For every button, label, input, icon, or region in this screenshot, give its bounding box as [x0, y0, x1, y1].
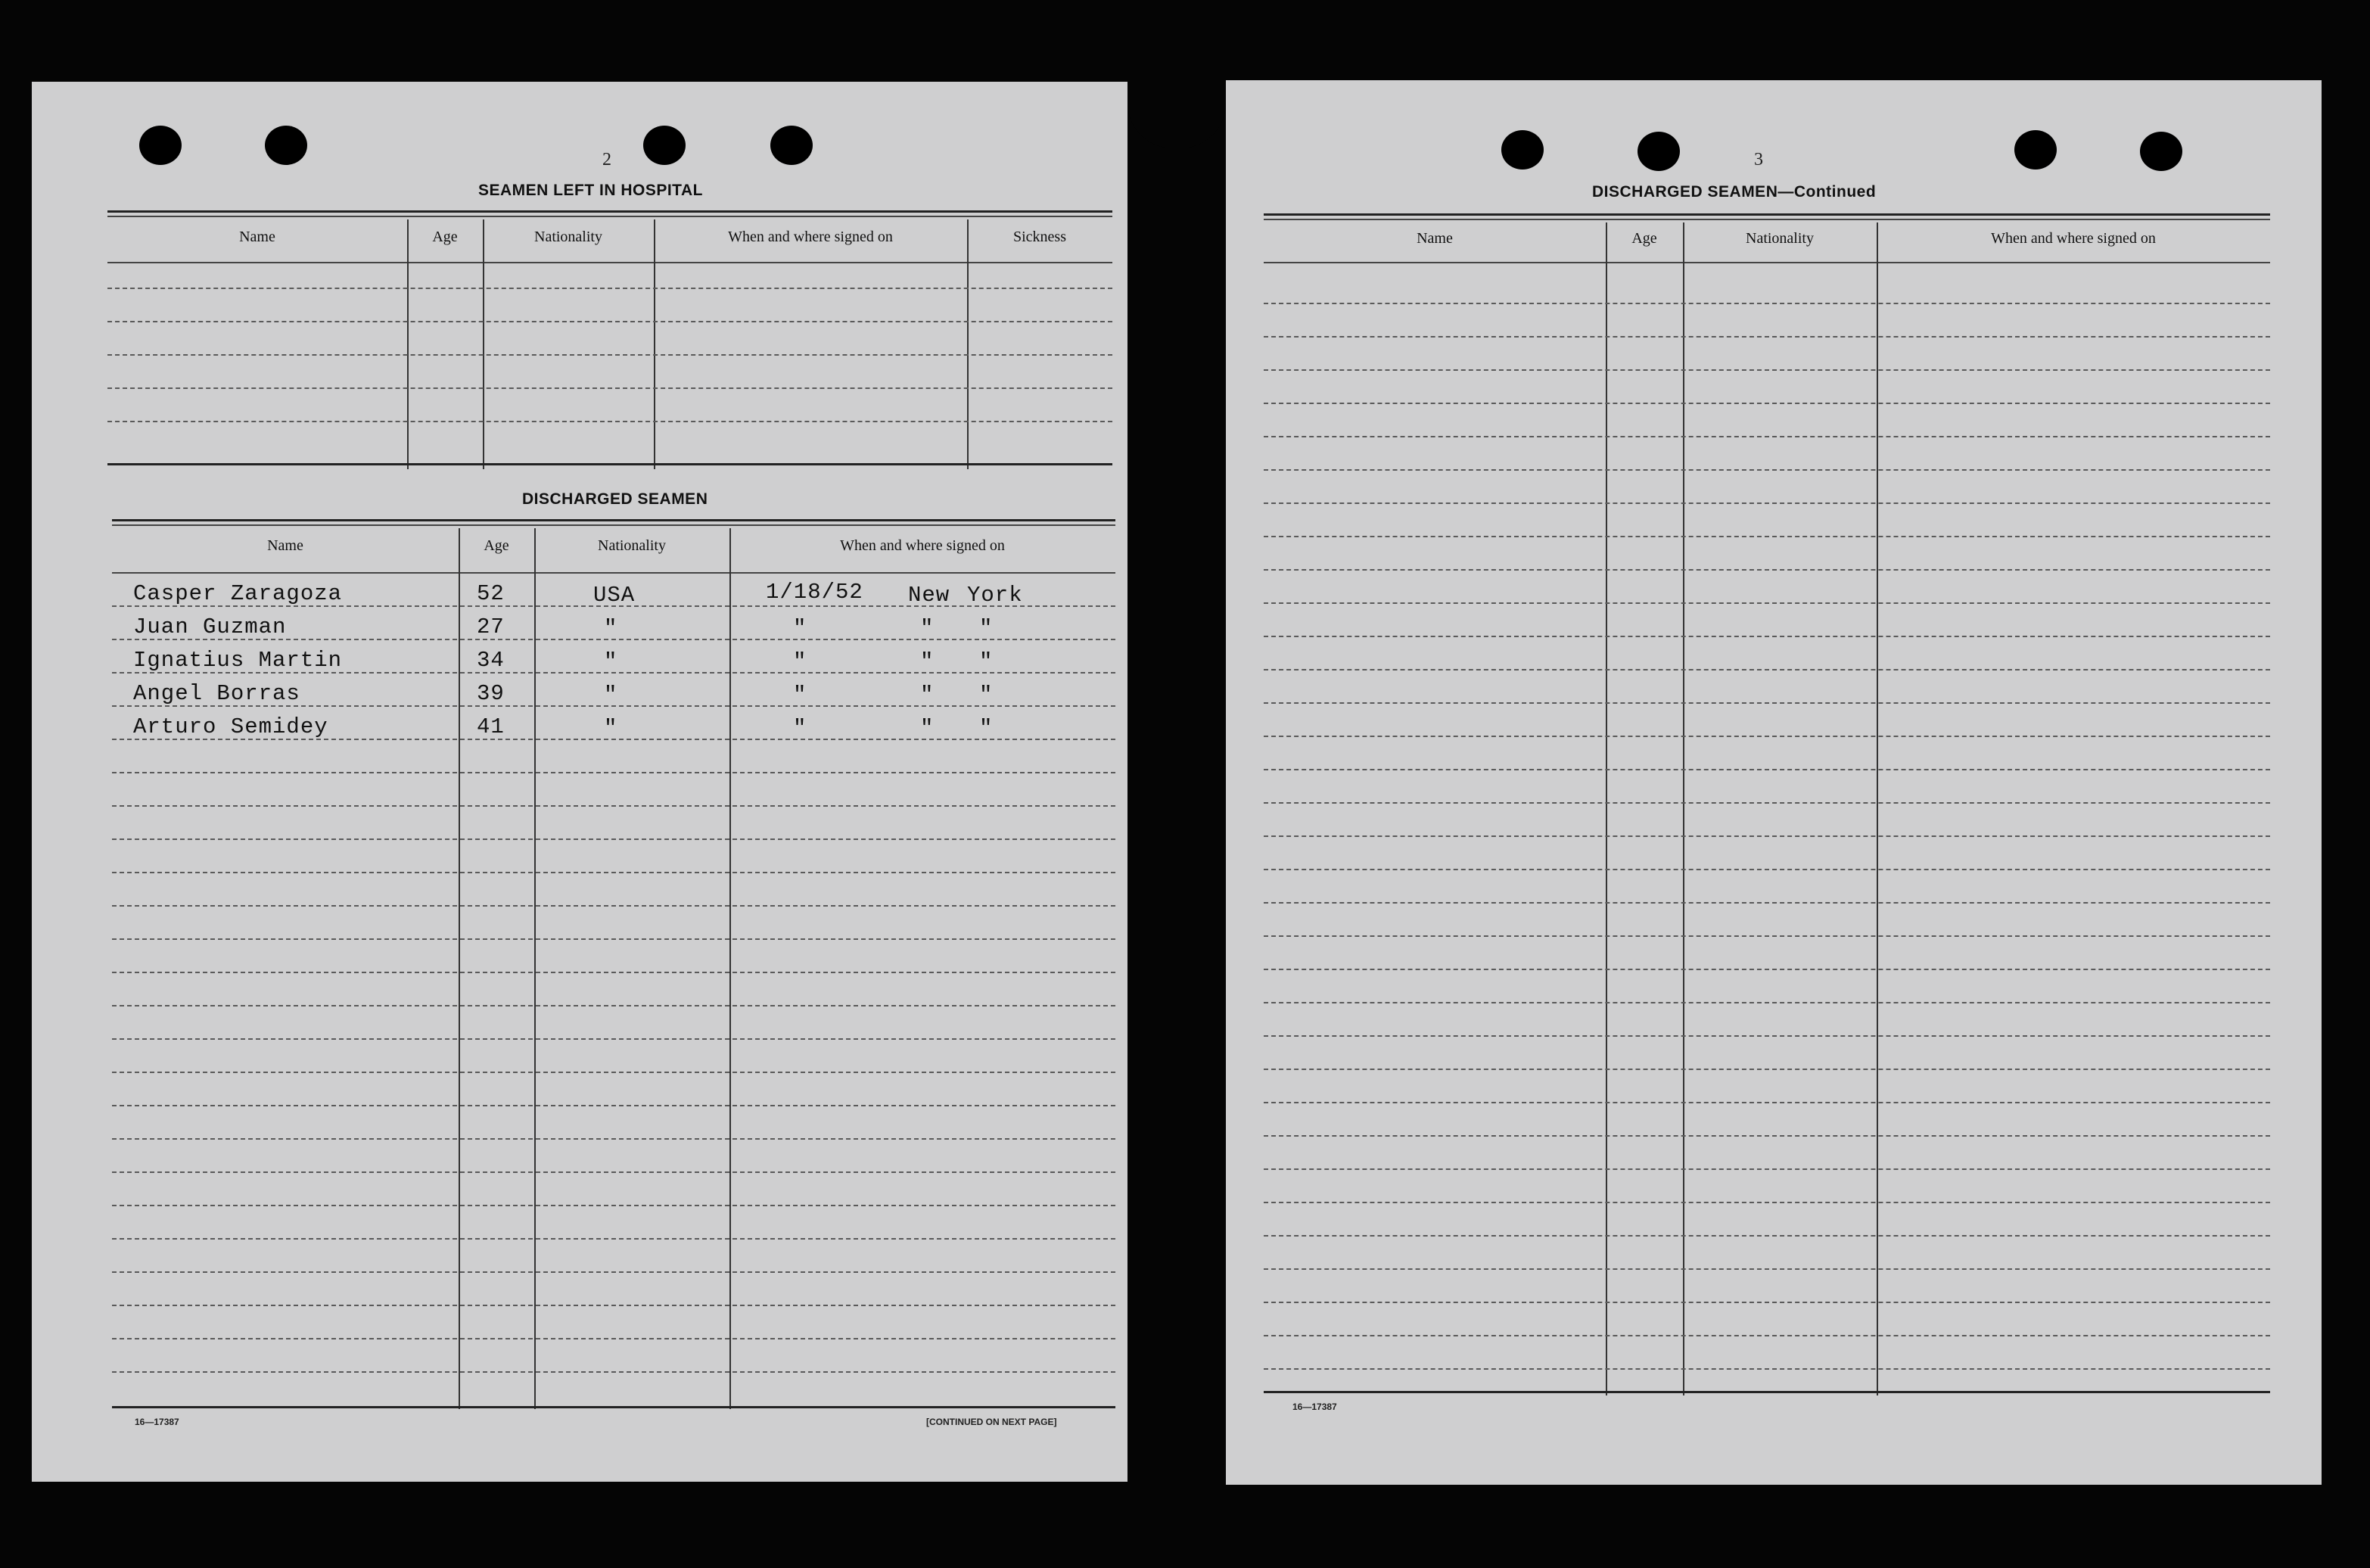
discharged-continued-title: DISCHARGED SEAMEN—Continued	[1592, 183, 1877, 201]
seaman-nationality: "	[604, 649, 618, 674]
col-header-nationality: Nationality	[534, 229, 602, 245]
seaman-age: 41	[477, 714, 505, 739]
seaman-name: Casper Zaragoza	[133, 581, 343, 606]
punch-hole-icon	[265, 126, 307, 165]
discharged-section-title: DISCHARGED SEAMEN	[522, 490, 708, 508]
signed-on-place-2: "	[979, 716, 994, 741]
signed-on-date: 1/18/52	[766, 580, 863, 605]
col-header-age: Age	[484, 537, 509, 554]
punch-hole-icon	[139, 126, 182, 165]
signed-on-date: "	[793, 716, 807, 741]
seaman-age: 34	[477, 648, 505, 673]
page-number: 3	[1754, 150, 1763, 170]
col-header-name: Name	[267, 537, 303, 554]
seaman-nationality: "	[604, 683, 618, 708]
seaman-nationality: USA	[593, 583, 636, 608]
signed-on-place-1: New	[908, 583, 950, 608]
col-header-signed-on: When and where signed on	[728, 229, 893, 245]
punch-hole-icon	[770, 126, 813, 165]
signed-on-place-2: "	[979, 683, 994, 708]
hospital-section-title: SEAMEN LEFT IN HOSPITAL	[478, 182, 703, 199]
punch-hole-icon	[2014, 130, 2057, 170]
punch-hole-icon	[1638, 132, 1680, 171]
col-header-nationality: Nationality	[598, 537, 666, 554]
seaman-nationality: "	[604, 716, 618, 741]
col-header-signed-on: When and where signed on	[840, 537, 1005, 554]
col-header-age: Age	[1631, 230, 1657, 247]
signed-on-place-2: "	[979, 616, 994, 641]
signed-on-place-2: "	[979, 649, 994, 674]
discharged-continued-table	[1264, 213, 2270, 1395]
col-header-age: Age	[432, 229, 458, 245]
signed-on-place-1: "	[920, 683, 935, 708]
signed-on-place-2: York	[967, 583, 1023, 608]
binding-notch	[1127, 73, 1226, 148]
signed-on-place-1: "	[920, 616, 935, 641]
signed-on-date: "	[793, 683, 807, 708]
seaman-name: Arturo Semidey	[133, 714, 328, 739]
form-code: 16—17387	[1292, 1402, 1337, 1412]
signed-on-place-1: "	[920, 716, 935, 741]
seaman-nationality: "	[604, 616, 618, 641]
punch-hole-icon	[643, 126, 686, 165]
continued-note: [CONTINUED ON NEXT PAGE]	[926, 1417, 1057, 1427]
col-header-sickness: Sickness	[1013, 229, 1066, 245]
seaman-age: 27	[477, 614, 505, 639]
seaman-age: 52	[477, 581, 505, 606]
punch-hole-icon	[1501, 130, 1544, 170]
page-number: 2	[602, 150, 611, 170]
form-code: 16—17387	[135, 1417, 179, 1427]
col-header-nationality: Nationality	[1746, 230, 1814, 247]
col-header-name: Name	[1417, 230, 1453, 247]
signed-on-date: "	[793, 649, 807, 674]
discharged-table	[112, 519, 1115, 1409]
seaman-name: Juan Guzman	[133, 614, 287, 639]
signed-on-place-1: "	[920, 649, 935, 674]
seaman-age: 39	[477, 681, 505, 706]
col-header-signed-on: When and where signed on	[1991, 230, 2156, 247]
col-header-name: Name	[239, 229, 275, 245]
seaman-name: Ignatius Martin	[133, 648, 343, 673]
hospital-table	[107, 210, 1112, 469]
signed-on-date: "	[793, 616, 807, 641]
punch-hole-icon	[2140, 132, 2182, 171]
seaman-name: Angel Borras	[133, 681, 300, 706]
